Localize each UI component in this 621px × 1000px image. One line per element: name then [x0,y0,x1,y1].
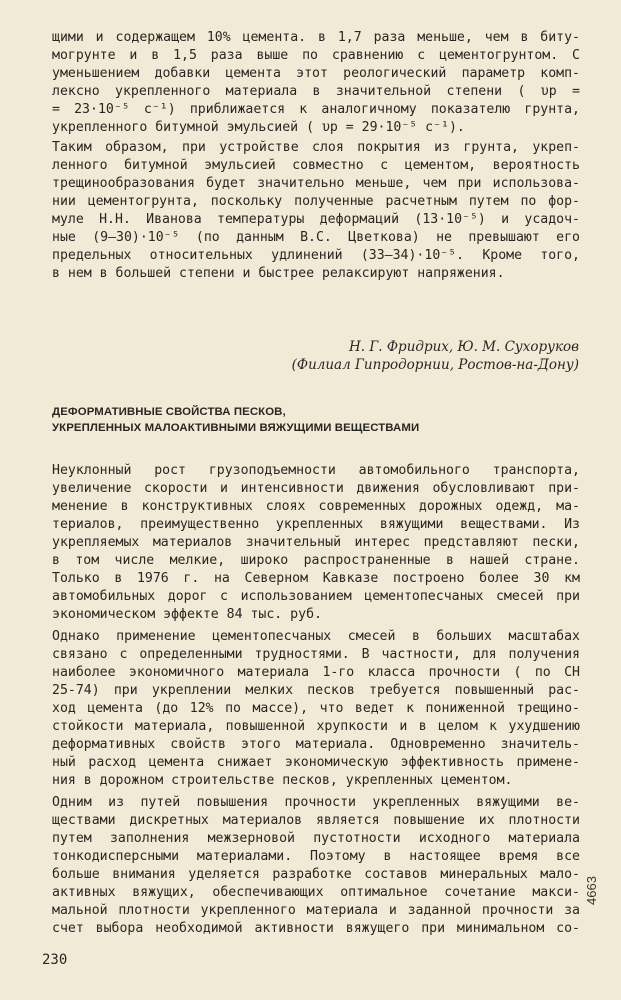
text-line: Однако применение цементопесчаных смесей в больших масштабах [52,629,580,644]
text-line: ход цемента (до 12% по массе), что ведет к пониженной трещино- [52,701,580,716]
author-block [292,338,579,374]
article-title-line: УКРЕПЛЕННЫХ МАЛОАКТИВНЫМИ ВЯЖУЩИМИ ВЕЩЕСТВАМИ [52,422,420,434]
text-line: в нем в большей степени и быстрее релаксируют напряжения. [52,266,505,281]
text-line: связано с определенными трудностями. В частности, для получения [52,647,580,662]
text-line: счет выбора необходимой активности вяжущего при минимальном со- [52,921,580,936]
text-line: менение в конструктивных слоях современных дорожных одежд, ма- [52,499,580,514]
text-line: мальной плотности укрепленного материала и заданной прочности за [52,903,580,918]
text-line: Одним из путей повышения прочности укрепленных вяжущими ве- [52,795,580,810]
author-names: Н. Г. Фридрих, Ю. М. Сухоруков [348,339,579,355]
text-line: увеличение скорости и интенсивности движения обусловливают при- [52,481,580,496]
text-line: путем заполнения межзерновой пустотности исходного материала [52,831,580,846]
text-line: = 23·10⁻⁵ с⁻¹) приближается к аналогичному показателю грунта, [52,102,580,117]
page-number: 230 [42,952,68,968]
text-line: териалов, преимущественно укрепленных вяжущими веществами. Из [52,517,580,532]
text-line: ния в дорожном строительстве песков, укрепленных цементом. [52,773,513,788]
text-line: Неуклонный рост грузоподъемности автомобильного транспорта, [52,463,580,478]
text-line: укрепляемых материалов значительный интерес представляют пески, [52,535,580,550]
author-affiliation: (Филиал Гипродорнии, Ростов-на-Дону) [291,357,579,373]
text-line: трещинообразования будет значительно меньше, чем при использова- [52,176,580,191]
text-line: деформативных свойств этого материала. Одновременно значитель- [52,737,580,752]
text-line: ленного битумной эмульсией совместно с цементом, вероятность [52,158,580,173]
text-line: больше внимания уделяется разработке составов минеральных мало- [52,867,580,882]
article-title [52,404,419,436]
text-line: Таким образом, при устройстве слоя покрытия из грунта, укреп- [52,140,580,155]
text-line: тонкодисперсными материалами. Поэтому в настоящее время все [52,849,580,864]
text-line: щими и содержащем 10% цемента. в 1,7 раза меньше, чем в биту- [52,30,580,45]
text-line: экономическом эффекте 84 тыс. руб. [52,607,322,622]
text-line: могрунте и в 1,5 раза выше по сравнению с цементогрунтом. С [52,48,580,63]
text-line: в том числе мелкие, широко распространенные в нашей стране. [52,553,580,568]
text-line: наиболее экономичного материала 1-го класса прочности ( по СН [52,665,580,680]
text-line: ные (9–30)·10⁻⁵ (по данным В.С. Цветкова) не превышают его [52,230,580,245]
text-line: 25-74) при укреплении мелких песков требуется повышенный рас- [52,683,580,698]
text-line: Только в 1976 г. на Северном Кавказе построено более 30 км [52,571,580,586]
article-title-line: ДЕФОРМАТИВНЫЕ СВОЙСТВА ПЕСКОВ, [52,406,286,418]
text-line: активных вяжущих, обеспечивающих оптимальное сочетание макси- [52,885,580,900]
text-line: стойкости материала, повышенной хрупкости и в целом к ухудшению [52,719,580,734]
archive-stamp-number: 4663 [584,876,599,905]
text-line: ный расход цемента снижает экономическую эффективность примене- [52,755,580,770]
text-line: уменьшением добавки цемента этот реологический параметр комп- [52,66,580,81]
text-line: лексно укрепленного материала в значительной степени ( υр = [52,84,580,99]
text-line: предельных относительных удлинений (33–34)·10⁻⁵. Кроме того, [52,248,580,263]
text-line: укрепленного битумной эмульсией ( υр = 29·10⁻⁵ с⁻¹). [52,120,465,135]
text-line: муле Н.Н. Иванова температуры деформаций (13·10⁻⁵) и усадоч- [52,212,580,227]
text-line: нии цементогрунта, поскольку полученные расчетным путем по фор- [52,194,580,209]
text-line: ществами дискретных материалов является повышение их плотности [52,813,580,828]
text-line: автомобильных дорог с использованием цементопесчаных смесей при [52,589,580,604]
